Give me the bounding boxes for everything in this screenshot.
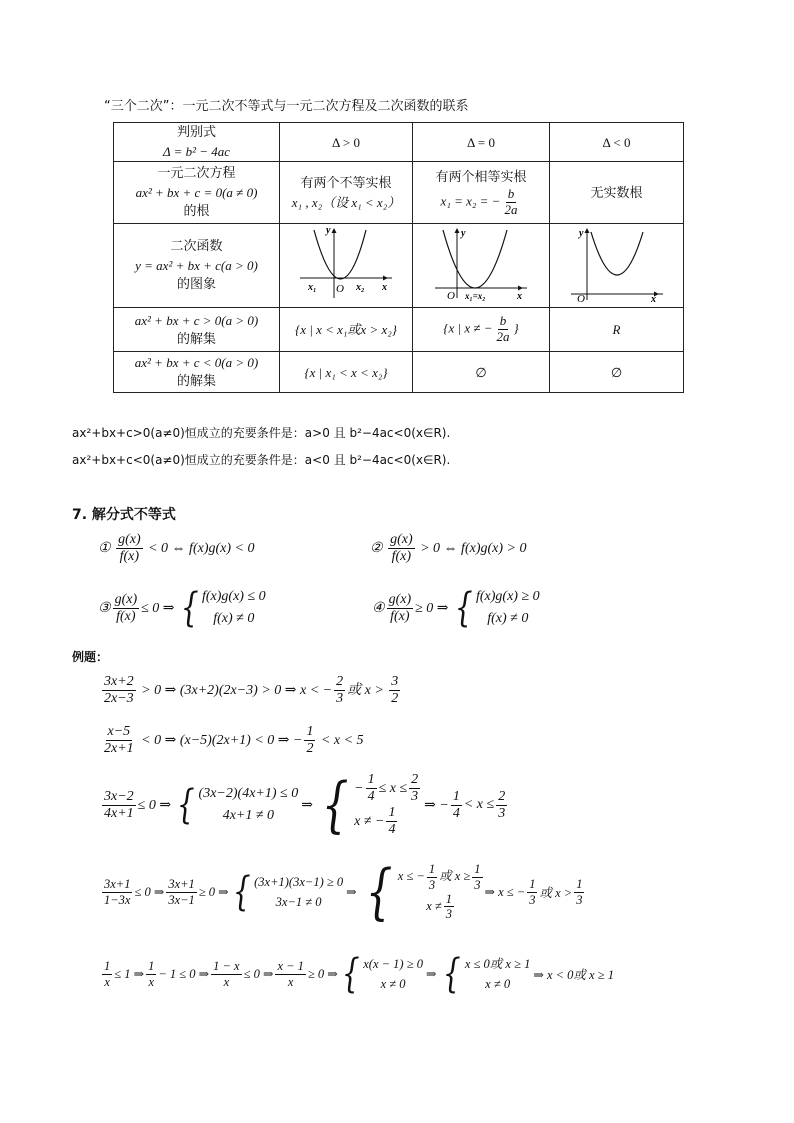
system-line-1: f(x)g(x) ≤ 0 bbox=[201, 589, 266, 604]
label-x: x bbox=[650, 294, 656, 302]
condition-system bbox=[173, 783, 298, 828]
fraction bbox=[102, 674, 136, 707]
table-row-roots bbox=[114, 162, 684, 224]
fraction bbox=[527, 877, 537, 907]
fraction bbox=[388, 532, 415, 565]
frac-num: g(x) bbox=[116, 532, 143, 549]
frac-num: 2 bbox=[409, 772, 420, 789]
frac-num: x − 1 bbox=[277, 959, 304, 974]
frac-den: 3 bbox=[411, 789, 419, 805]
condition-system-2 bbox=[439, 951, 531, 997]
label-x2: x₂ bbox=[356, 282, 365, 293]
fraction bbox=[334, 674, 345, 707]
fraction bbox=[387, 592, 414, 625]
parabola-curve bbox=[591, 232, 643, 275]
section-title: 7. 解分式不等式 bbox=[72, 507, 176, 523]
frac-num: 1 − x bbox=[213, 959, 240, 974]
fraction bbox=[146, 959, 156, 989]
gt-label-2: 的解集 bbox=[176, 331, 216, 347]
system-line-1 bbox=[354, 772, 422, 805]
frac-den: 2a bbox=[496, 329, 510, 344]
t1a: x ≤ − bbox=[397, 869, 425, 883]
x-arrow bbox=[383, 276, 388, 281]
parabola-two-roots-graph bbox=[296, 224, 396, 302]
fraction bbox=[102, 724, 136, 757]
frac-den: f(x) bbox=[116, 608, 136, 624]
table-row-lt bbox=[114, 352, 684, 393]
graph-no-root bbox=[550, 224, 684, 308]
frac-num: 1 bbox=[445, 892, 453, 906]
left-brace-icon: { bbox=[443, 951, 462, 997]
rule-rest: > 0 ⇔ f(x)g(x) > 0 bbox=[420, 540, 527, 556]
frac-den: 4 bbox=[452, 805, 460, 821]
fraction bbox=[574, 877, 584, 907]
label-y: y bbox=[461, 228, 466, 239]
note-positive-condition: ax²+bx+c>0(a≠0)恒成立的充要条件是：a>0 且 b²−4ac<0(x∈R). bbox=[72, 426, 451, 440]
ex5-b: − 1 ≤ 0 ⇒ bbox=[158, 967, 210, 981]
example-3 bbox=[100, 770, 509, 841]
y-arrow bbox=[455, 228, 460, 233]
system-line-2: 3x−1 ≠ 0 bbox=[275, 895, 322, 909]
lt-label-1: ax² + bx + c < 0(a > 0) bbox=[134, 355, 259, 370]
roots-c2-line1: 有两个相等实根 bbox=[435, 169, 527, 185]
frac-num: 1 bbox=[304, 724, 315, 741]
frac-num: 3x+1 bbox=[104, 877, 131, 892]
ex2-tail: < x < 5 bbox=[320, 732, 364, 748]
frac-num: 1 bbox=[428, 862, 436, 877]
roots-label-1: 一元二次方程 bbox=[157, 166, 236, 181]
t1b: ≤ x ≤ bbox=[378, 780, 408, 796]
system-line-1 bbox=[398, 862, 485, 892]
t2a: x ≠ bbox=[426, 898, 442, 913]
gt-solution-none: R bbox=[550, 308, 684, 352]
ex3-arrow: ⇒ bbox=[301, 797, 313, 813]
label-origin: O bbox=[576, 293, 585, 302]
frac-den: 3 bbox=[445, 907, 453, 922]
left-brace-icon: { bbox=[321, 770, 349, 841]
left-brace-icon: { bbox=[454, 585, 473, 632]
lt-label-2: 的解集 bbox=[176, 374, 216, 389]
label-origin: O bbox=[336, 283, 344, 295]
fraction bbox=[472, 862, 482, 892]
rule-number: ① bbox=[98, 540, 111, 556]
x-arrow bbox=[518, 286, 523, 291]
frac-num: 2 bbox=[334, 674, 345, 691]
fraction bbox=[502, 187, 519, 218]
system-line-2: x ≠ 0 bbox=[380, 977, 406, 991]
ex4-res-a: ⇒ x ≤ − bbox=[484, 885, 526, 899]
rule-number: ② bbox=[370, 540, 383, 556]
gt-label-1: ax² + bx + c > 0(a > 0) bbox=[134, 312, 259, 328]
fraction bbox=[304, 724, 315, 757]
gt-label bbox=[114, 308, 280, 352]
frac-den: 4x+1 bbox=[104, 805, 134, 821]
rule-number: ③ bbox=[98, 600, 111, 616]
ex3-mid: ≤ 0 ⇒ bbox=[137, 797, 172, 813]
fraction bbox=[427, 862, 437, 892]
frac-num: 3x−2 bbox=[102, 789, 136, 806]
fraction bbox=[102, 959, 112, 989]
system-line-1: (3x+1)(3x−1) ≥ 0 bbox=[254, 875, 344, 889]
roots-two-distinct bbox=[280, 162, 413, 224]
fraction bbox=[116, 532, 143, 565]
system-line-2: f(x) ≠ 0 bbox=[213, 611, 255, 627]
fraction bbox=[102, 877, 132, 907]
header-delta-zero: Δ = 0 bbox=[413, 123, 550, 162]
rule-1 bbox=[98, 532, 254, 565]
frac-den: x bbox=[287, 974, 294, 989]
system-line-2: x ≠ 0 bbox=[485, 977, 511, 991]
label-x: x bbox=[517, 291, 522, 302]
graph-two-roots bbox=[280, 224, 413, 308]
disc-formula: Δ = b² − 4ac bbox=[162, 144, 231, 159]
example-label: 例题： bbox=[72, 650, 109, 664]
roots-label-3: 的根 bbox=[183, 204, 210, 219]
frac-num: 1 bbox=[366, 772, 377, 789]
frac-num: 3 bbox=[389, 674, 400, 691]
frac-den: 2 bbox=[306, 741, 314, 757]
graph-label-3: 的图象 bbox=[176, 277, 216, 292]
header-delta-neg: Δ < 0 bbox=[550, 123, 684, 162]
ex1-mid: > 0 ⇒ (3x+2)(2x−3) > 0 ⇒ x < − bbox=[141, 682, 333, 698]
frac-num: 1 bbox=[104, 959, 111, 974]
fraction bbox=[495, 314, 512, 345]
parabola-double-root-graph bbox=[431, 224, 531, 302]
fraction bbox=[409, 772, 420, 805]
roots-c2-formula: x₁ = x₂ = − bbox=[440, 192, 501, 208]
frac-den: 3x−1 bbox=[168, 892, 195, 907]
disc-label: 判别式 bbox=[176, 125, 216, 140]
gt-solution-one bbox=[413, 308, 550, 352]
rule-4 bbox=[372, 586, 540, 631]
frac-den: 2x+1 bbox=[104, 741, 134, 757]
condition-system bbox=[338, 951, 423, 997]
fraction bbox=[275, 959, 305, 989]
fraction bbox=[386, 805, 397, 838]
frac-den: 2a bbox=[504, 201, 518, 217]
left-brace-icon: { bbox=[176, 782, 195, 829]
condition-system-2 bbox=[360, 857, 485, 927]
lt-solution-emptyset-2: ∅ bbox=[550, 352, 684, 393]
graph-label-1: 二次函数 bbox=[170, 239, 223, 254]
frac-num: 1 bbox=[576, 877, 583, 892]
frac-den: 2 bbox=[391, 691, 399, 707]
rule-rest: < 0 ⇔ f(x)g(x) < 0 bbox=[148, 540, 255, 556]
system-line-1: f(x)g(x) ≥ 0 bbox=[475, 589, 540, 604]
ex4-mid2: ≥ 0 ⇒ bbox=[198, 885, 229, 899]
frac-den: 2x−3 bbox=[104, 691, 134, 707]
system-line-1: x ≤ 0或 x ≥ 1 bbox=[464, 957, 531, 971]
frac-den: f(x) bbox=[391, 549, 412, 565]
frac-den: 3 bbox=[529, 892, 536, 907]
ex4-mid: ≤ 0 ⇒ bbox=[134, 885, 165, 899]
lt-solution-emptyset: ∅ bbox=[413, 352, 550, 393]
graph-label-2: y = ax² + bx + c(a > 0) bbox=[135, 258, 258, 273]
fraction bbox=[211, 959, 241, 989]
fraction bbox=[444, 892, 454, 922]
frac-den: 3 bbox=[576, 892, 583, 907]
fraction bbox=[389, 674, 400, 707]
ex4-res-b: 或 x > bbox=[539, 886, 573, 900]
ex5-c: ≤ 0 ⇒ bbox=[243, 967, 274, 981]
condition-system bbox=[451, 586, 540, 631]
system-line-2 bbox=[354, 805, 399, 838]
gt-solution-two: {x | x < x₁或x > x₂} bbox=[280, 308, 413, 352]
system-line-2 bbox=[426, 892, 456, 922]
frac-num: g(x) bbox=[113, 592, 140, 609]
note-negative-condition: ax²+bx+c<0(a≠0)恒成立的充要条件是：a<0 且 b²−4ac<0(x∈R). bbox=[72, 453, 451, 467]
ex3-res-b: < x ≤ bbox=[463, 797, 495, 813]
fraction bbox=[451, 789, 462, 822]
label-y: y bbox=[326, 225, 331, 236]
frac-den: 3 bbox=[474, 877, 481, 892]
header-delta-pos: Δ > 0 bbox=[280, 123, 413, 162]
label-x1: x₁ bbox=[308, 282, 317, 293]
frac-den: 3 bbox=[498, 805, 506, 821]
label-origin: O bbox=[447, 290, 455, 302]
system-line-2: 4x+1 ≠ 0 bbox=[222, 808, 275, 824]
fraction bbox=[366, 772, 377, 805]
system-line-2: f(x) ≠ 0 bbox=[487, 611, 529, 627]
ex5-a: ≤ 1 ⇒ bbox=[114, 967, 145, 981]
frac-den: 1−3x bbox=[104, 892, 131, 907]
frac-den: x bbox=[104, 974, 110, 989]
roots-label bbox=[114, 162, 280, 224]
frac-num: 1 bbox=[451, 789, 462, 806]
left-brace-icon: { bbox=[365, 857, 393, 927]
system-line-1: (3x−2)(4x+1) ≤ 0 bbox=[198, 785, 299, 801]
frac-num: x−5 bbox=[106, 724, 133, 741]
lt-label bbox=[114, 352, 280, 393]
rule-3 bbox=[98, 586, 266, 631]
example-2 bbox=[100, 724, 364, 757]
frac-num: 2 bbox=[496, 789, 507, 806]
frac-num: 1 bbox=[529, 877, 536, 892]
frac-den: f(x) bbox=[119, 549, 140, 565]
parabola-no-root-graph bbox=[567, 224, 667, 302]
lt-solution-two: {x | x₁ < x < x₂} bbox=[280, 352, 413, 393]
label-x: x bbox=[382, 282, 387, 293]
example-4 bbox=[100, 857, 586, 927]
rule-rest: ≤ 0 ⇒ bbox=[141, 600, 175, 616]
gt-c2-post: } bbox=[513, 320, 519, 336]
frac-den: x bbox=[223, 974, 230, 989]
left-brace-icon: { bbox=[180, 585, 199, 632]
ex4-arrow: ⇒ bbox=[346, 885, 357, 899]
roots-two-equal bbox=[413, 162, 550, 224]
frac-den: f(x) bbox=[390, 608, 410, 624]
ex1-or: 或 x > bbox=[347, 682, 384, 698]
frac-num: b bbox=[507, 185, 515, 201]
table-row-graph bbox=[114, 224, 684, 308]
ex3-res-a: ⇒ − bbox=[424, 797, 449, 813]
system-line-1: x(x − 1) ≥ 0 bbox=[363, 957, 423, 971]
fraction bbox=[102, 789, 136, 822]
roots-c1-line2: x₁ , x₂（设 x₁ < x₂） bbox=[291, 194, 401, 210]
example-1 bbox=[100, 674, 402, 707]
header-discriminant bbox=[114, 123, 280, 162]
example-5 bbox=[100, 951, 614, 997]
left-brace-icon: { bbox=[232, 869, 251, 915]
condition-system bbox=[229, 869, 344, 915]
frac-den: x bbox=[148, 974, 154, 989]
fraction bbox=[113, 592, 140, 625]
condition-system-2 bbox=[316, 770, 422, 841]
frac-den: 3 bbox=[428, 877, 436, 892]
roots-none: 无实数根 bbox=[550, 162, 684, 224]
graph-label bbox=[114, 224, 280, 308]
rule-number: ④ bbox=[372, 600, 385, 616]
ex5-arrow: ⇒ bbox=[425, 967, 437, 981]
parabola-curve bbox=[443, 230, 507, 288]
t2a: x ≠ − bbox=[354, 814, 385, 829]
ex5-e: ≥ 0 ⇒ bbox=[307, 967, 338, 981]
fraction bbox=[496, 789, 507, 822]
frac-num: 3x+1 bbox=[168, 877, 195, 892]
ex5-final: ⇒ x < 0或 x ≥ 1 bbox=[533, 968, 614, 982]
roots-label-2: ax² + bx + c = 0(a ≠ 0) bbox=[135, 185, 258, 200]
frac-num: 3x+2 bbox=[102, 674, 136, 691]
frac-den: 4 bbox=[367, 789, 375, 805]
fraction bbox=[166, 877, 196, 907]
gt-c2-pre: {x | x ≠ − bbox=[443, 320, 493, 336]
t1b: 或 x ≥ bbox=[439, 869, 471, 883]
ex2-mid: < 0 ⇒ (x−5)(2x+1) < 0 ⇒ − bbox=[141, 732, 303, 748]
roots-c1-line1: 有两个不等实根 bbox=[300, 175, 392, 191]
y-arrow bbox=[332, 228, 337, 233]
frac-num: g(x) bbox=[387, 592, 414, 609]
parabola-curve bbox=[314, 230, 366, 279]
rule-rest: ≥ 0 ⇒ bbox=[415, 600, 449, 616]
condition-system bbox=[177, 586, 266, 631]
t1a: − bbox=[354, 780, 364, 796]
rule-2 bbox=[370, 532, 526, 565]
y-arrow bbox=[584, 228, 589, 233]
label-x1-eq-x2: x₁=x₂ bbox=[465, 291, 486, 301]
label-y: y bbox=[578, 228, 583, 239]
frac-num: g(x) bbox=[388, 532, 415, 549]
frac-den: 3 bbox=[336, 691, 344, 707]
frac-num: 1 bbox=[148, 959, 155, 974]
three-quadratics-table bbox=[113, 122, 684, 393]
frac-num: 1 bbox=[474, 862, 481, 877]
graph-double-root bbox=[413, 224, 550, 308]
table-header-row bbox=[114, 123, 684, 162]
table-row-gt bbox=[114, 308, 684, 352]
intro-text: “三个二次”：一元二次不等式与一元二次方程及二次函数的联系 bbox=[104, 99, 469, 114]
left-brace-icon: { bbox=[341, 951, 360, 997]
frac-num: b bbox=[499, 313, 507, 329]
frac-den: 4 bbox=[388, 822, 396, 838]
frac-num: 1 bbox=[386, 805, 397, 822]
